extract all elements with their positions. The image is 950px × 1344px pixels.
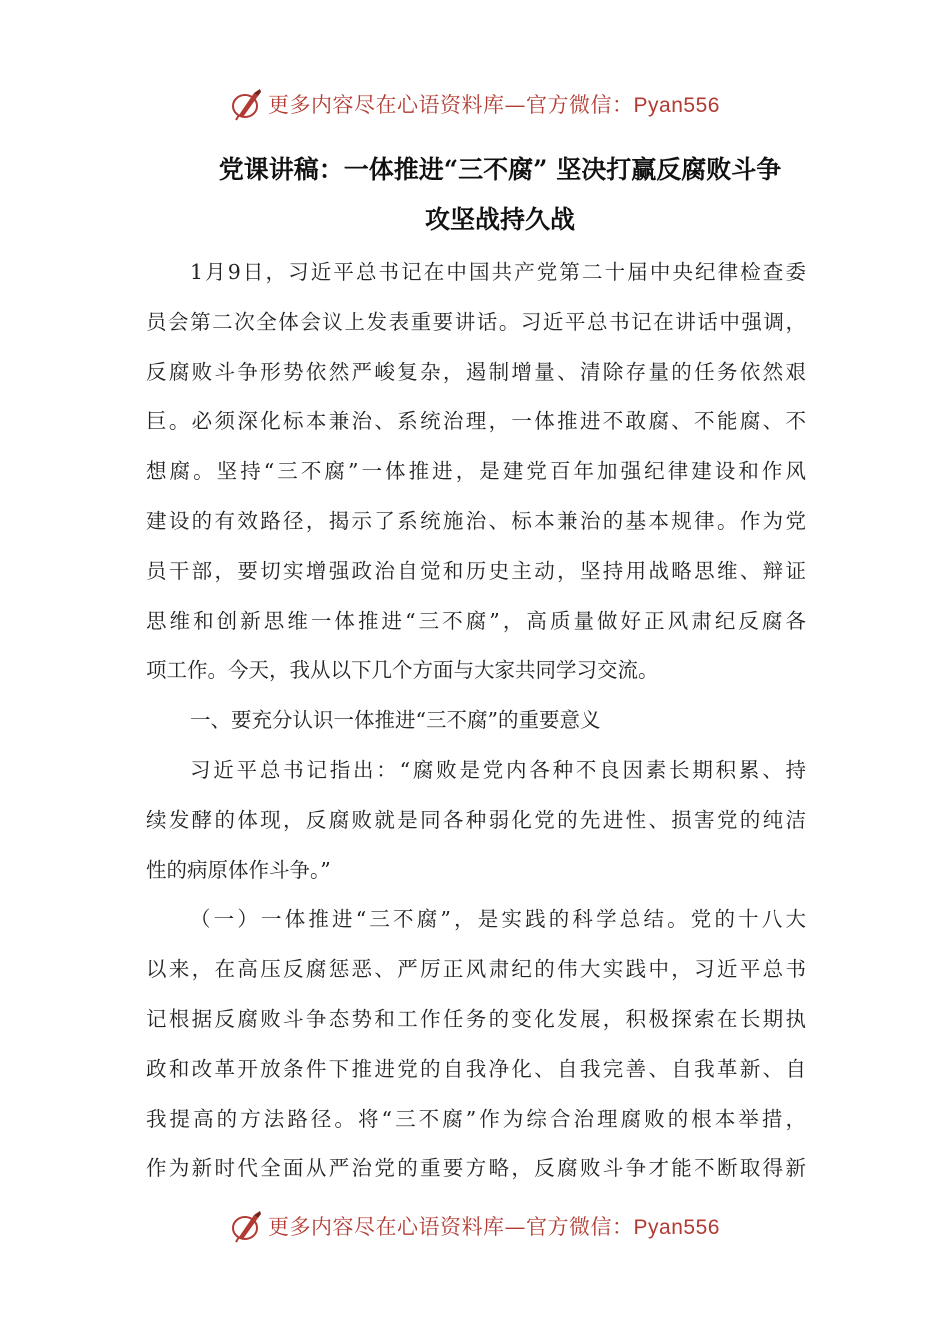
body-line: 项工作。今天，我从以下几个方面与大家共同学习交流。 xyxy=(146,658,659,683)
watermark-main-text: 更多内容尽在心语资料库 xyxy=(268,1215,505,1239)
body-line: 习近平总书记指出：“腐败是党内各种不良因素长期积累、持 xyxy=(190,757,806,782)
subsection-line: （一）一体推进“三不腐”，是实践的科学总结。党的十八大 xyxy=(190,907,806,932)
watermark-contact-id: Pyan556 xyxy=(633,1216,720,1239)
watermark-contact-id: Pyan556 xyxy=(633,94,720,117)
body-line: 员会第二次全体会议上发表重要讲话。习近平总书记在讲话中强调， xyxy=(146,309,806,334)
body-line: 记根据反腐败斗争态势和工作任务的变化发展，积极探索在长期执 xyxy=(146,1006,806,1031)
body-line: 建设的有效路径，揭示了系统施治、标本兼治的基本规律。作为党 xyxy=(146,508,806,533)
body-line: 我提高的方法路径。将“三不腐”作为综合治理腐败的根本举措， xyxy=(146,1106,806,1131)
body-line: 作为新时代全面从严治党的重要方略，反腐败斗争才能不断取得新 xyxy=(146,1156,806,1181)
body-line: 想腐。坚持“三不腐”一体推进，是建党百年加强纪律建设和作风 xyxy=(146,459,806,484)
watermark-dash: — xyxy=(504,1215,527,1239)
body-line: 思维和创新思维一体推进“三不腐”，高质量做好正风肃纪反腐各 xyxy=(146,608,806,633)
document-title-line1: 党课讲稿：一体推进“三不腐” 坚决打赢反腐败斗争 xyxy=(218,155,782,184)
body-line: 巨。必须深化标本兼治、系统治理，一体推进不敢腐、不能腐、不 xyxy=(146,409,806,434)
body-line: 反腐败斗争形势依然严峻复杂，遏制增量、清除存量的任务依然艰 xyxy=(146,359,806,384)
section-heading: 一、要充分认识一体推进“三不腐”的重要意义 xyxy=(190,708,601,733)
watermark-main-text: 更多内容尽在心语资料库 xyxy=(268,93,505,117)
body-line: 续发酵的体现，反腐败就是同各种弱化党的先进性、损害党的纯洁 xyxy=(146,807,806,832)
watermark-header xyxy=(0,82,950,126)
body-line: 以来，在高压反腐惩恶、严厉正风肃纪的伟大实践中，习近平总书 xyxy=(146,957,806,982)
watermark-contact-label: 官方微信： xyxy=(526,1215,634,1239)
pen-nib-logo-icon xyxy=(230,87,264,121)
document-body xyxy=(146,248,806,1194)
pen-nib-logo-icon xyxy=(230,1209,264,1243)
document-title-line2: 攻坚战持久战 xyxy=(424,205,575,234)
body-line: 政和改革开放条件下推进党的自我净化、自我完善、自我革新、自 xyxy=(146,1056,806,1081)
watermark-footer xyxy=(0,1204,950,1248)
body-line: 员干部，要切实增强政治自觉和历史主动，坚持用战略思维、辩证 xyxy=(146,558,806,583)
watermark-contact-label: 官方微信： xyxy=(526,93,634,117)
watermark-dash: — xyxy=(504,93,527,117)
body-line: 性的病原体作斗争。” xyxy=(146,857,331,882)
body-line: 1月9日，习近平总书记在中国共产党第二十届中央纪律检查委 xyxy=(190,260,806,284)
